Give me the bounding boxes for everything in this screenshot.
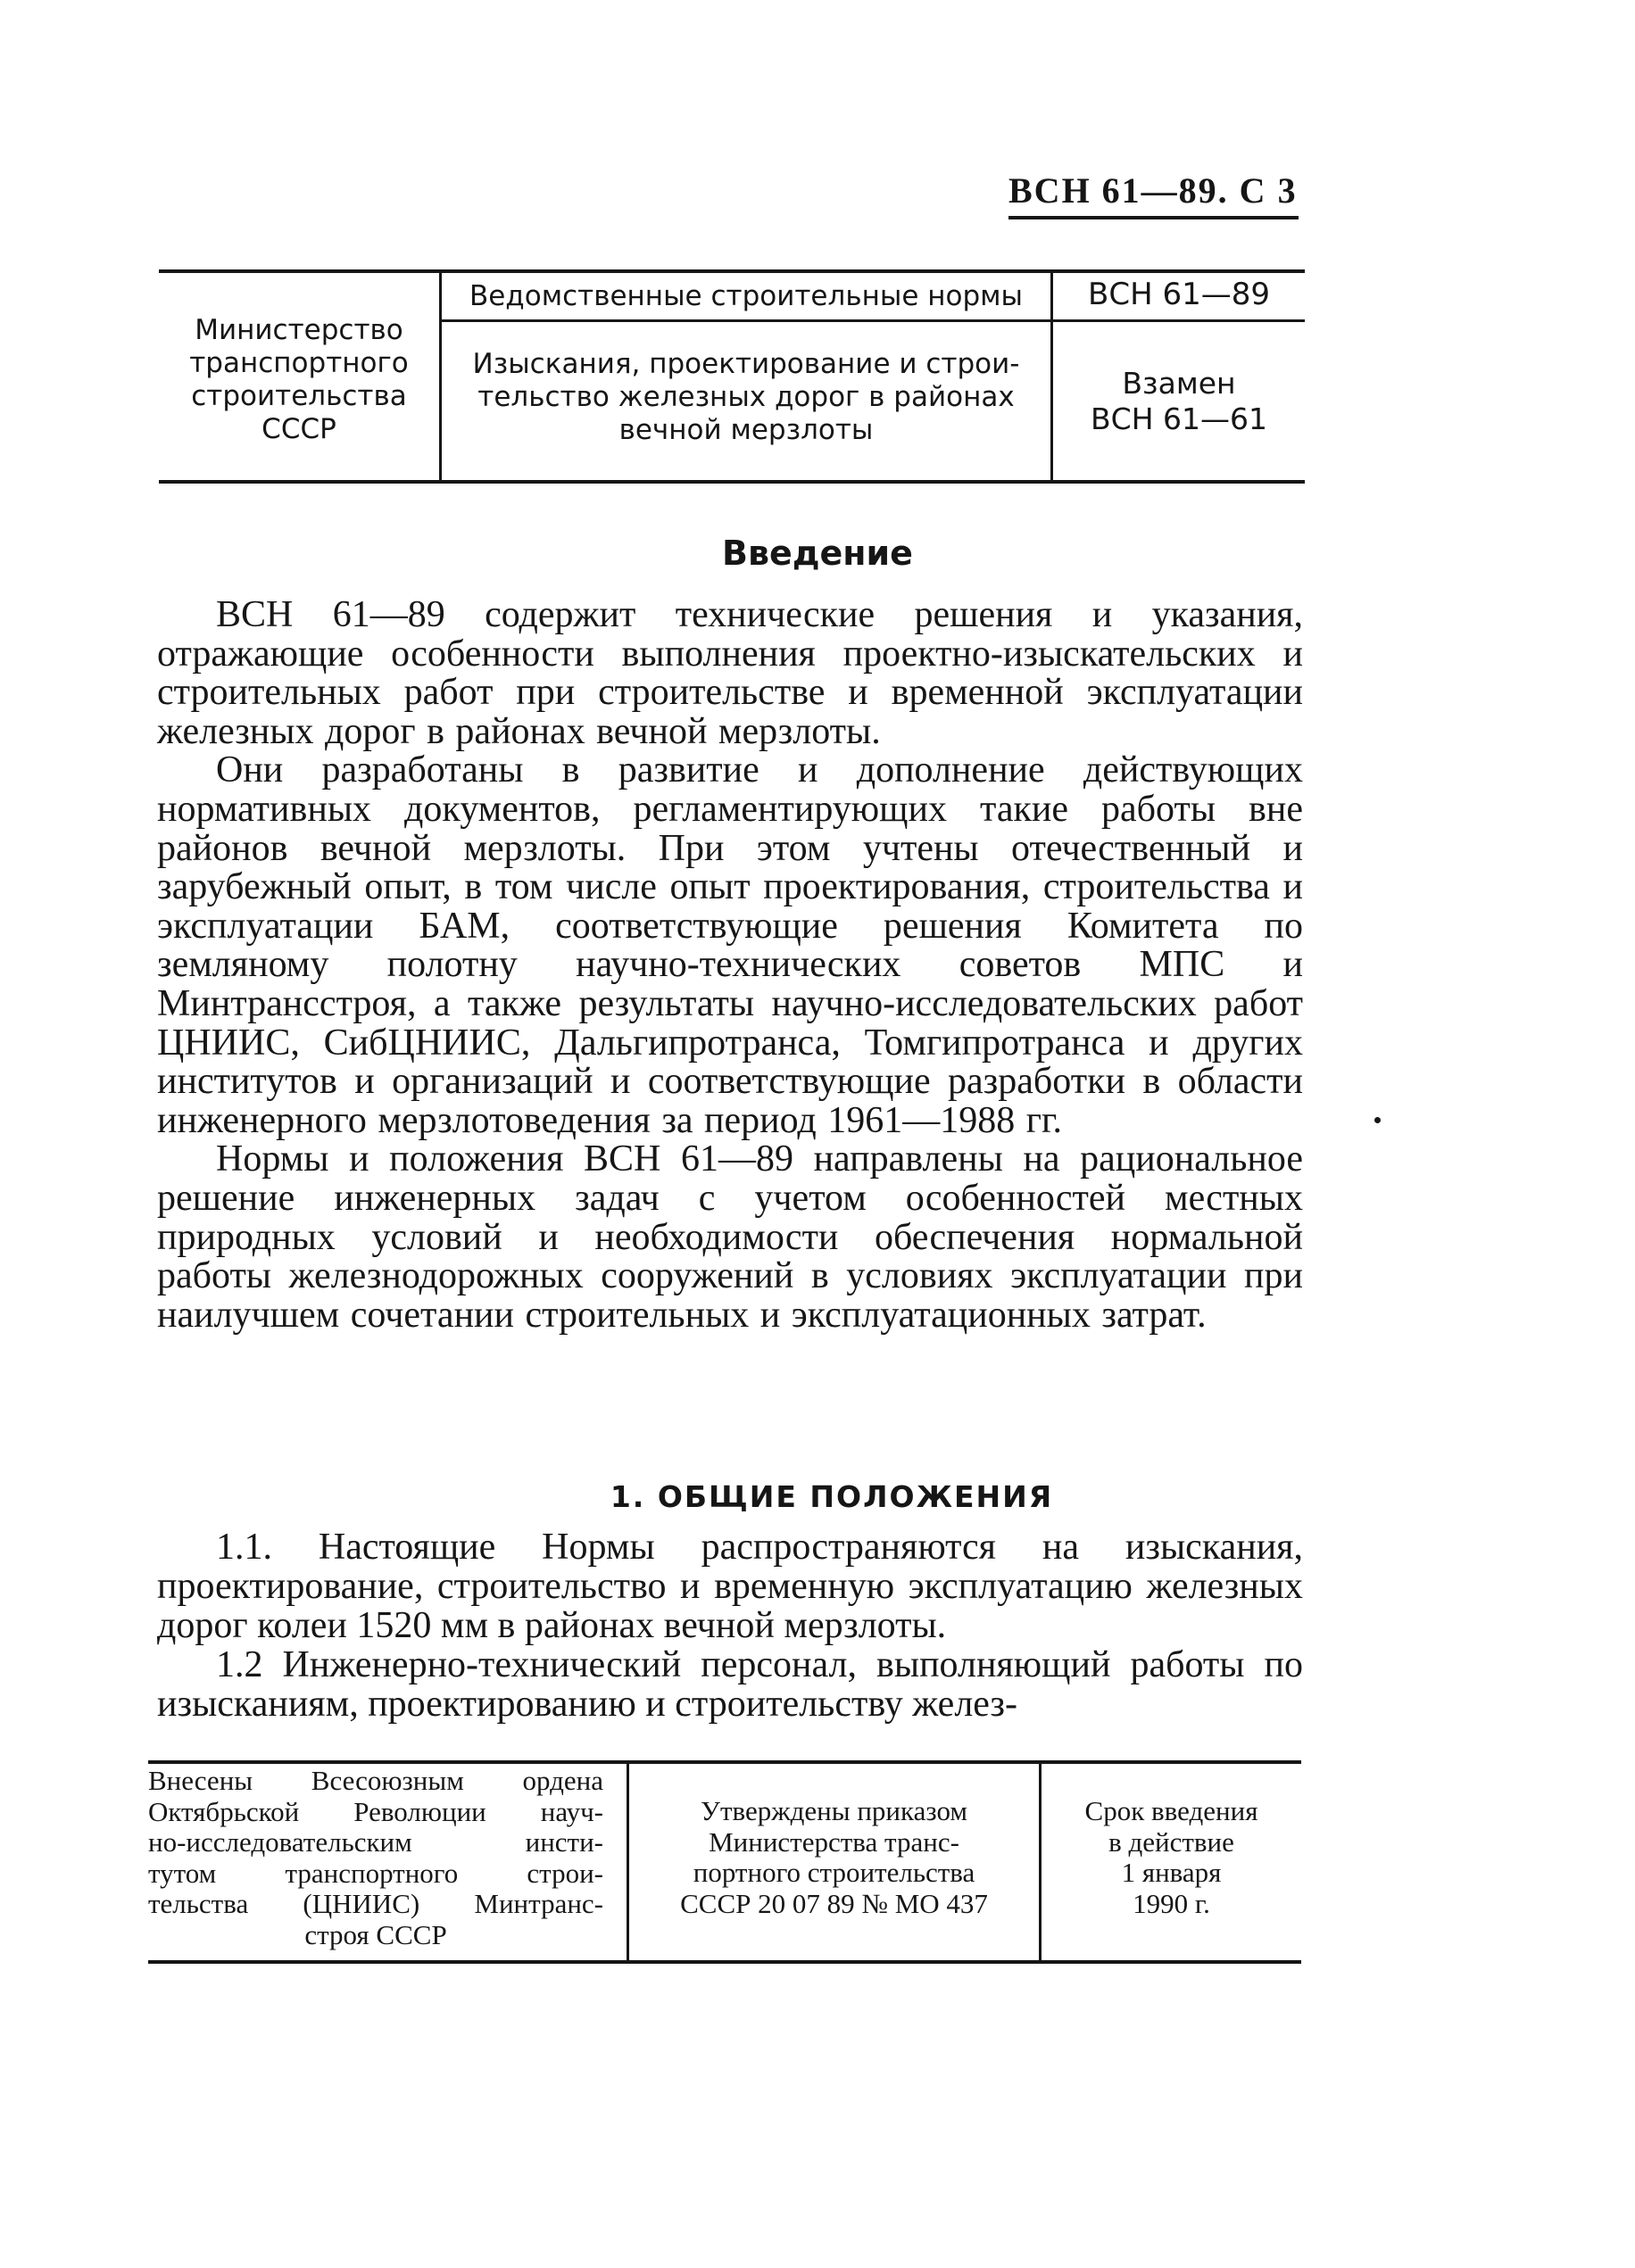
intro-heading: Введение (722, 534, 913, 573)
introduced-by-line: тутом транспортного строи- (148, 1857, 603, 1889)
effective-date-cell (1042, 1796, 1301, 1919)
code-text: ВСН 61—89 (1088, 277, 1270, 312)
section-1-paragraph-1: 1.1. Настоящие Нормы распространяются на изыскания, проектирование, строительство и временную эксплуатацию железных дорог колеи 1520 мм в районах вечной мерзлоты. (157, 1527, 1303, 1646)
effective-line: 1990 г. (1133, 1887, 1210, 1919)
scan-speck (1374, 1117, 1381, 1123)
intro-body (157, 596, 1303, 1335)
document-title-line: тельство железных дорог в районах (477, 381, 1015, 413)
introduced-by-cell (148, 1766, 603, 1950)
header-table (159, 269, 1305, 484)
introduced-by-line: тельства (ЦНИИС) Минтранс- (148, 1888, 603, 1919)
document-title-cell (442, 348, 1050, 447)
approved-by-cell (629, 1796, 1039, 1919)
introduced-by-line: но-исследовательским инсти- (148, 1826, 603, 1858)
intro-paragraph-2: Они разработаны в развитие и дополнение действующих нормативных документов, регламентирующих такие работы вне районов вечной мерзлоты. При этом учтены отечественный и зарубежный опыт, в том числе опыт проектирования, строительства и эксплуатации БАМ, соответствующие решения Комитета по земляному полотну научно-технических советов МПС и Минтрансстроя, а также результаты научно-исследовательских работ ЦНИИС, СибЦНИИС, Дальгипротранса, Томгипротранса и других институтов и организаций и соответствующие разработки в области инженерного мерзлотоведения за период 1961—1988 гг. (157, 749, 1303, 1141)
intro-paragraph-1: ВСН 61—89 содержит технические решения и указания, отражающие особенности выполнения проектно-изыскательских и строительных работ при строительстве и временной эксплуатации железных дорог в районах вечной мерзлоты. (157, 594, 1303, 752)
introduced-by-line: строя СССР (304, 1918, 447, 1950)
section-1-heading: 1. ОБЩИЕ ПОЛОЖЕНИЯ (610, 1479, 1054, 1514)
page-header-text: ВСН 61—89. С 3 (1008, 170, 1298, 211)
document-title-line: Изыскания, проектирование и строи- (472, 348, 1020, 380)
norm-type-text: Ведомственные строительные нормы (469, 280, 1024, 312)
ministry-line: Министерство (195, 314, 403, 346)
ministry-line: строительства (191, 380, 407, 412)
introduced-by-line: Внесены Всесоюзным ордена (148, 1765, 603, 1796)
page-header-rule (1008, 216, 1299, 219)
introduced-by-line: Октябрьской Революции науч- (148, 1795, 603, 1827)
ministry-line: СССР (261, 413, 336, 445)
approved-by-line: портного строительства (693, 1857, 975, 1888)
effective-line: Срок введения (1084, 1795, 1258, 1826)
code-cell (1053, 278, 1305, 311)
replaces-line: ВСН 61—61 (1091, 401, 1267, 436)
replaces-line: Взамен (1122, 366, 1236, 401)
document-title-line: вечной мерзлоты (618, 414, 874, 446)
ministry-cell (159, 314, 439, 446)
effective-line: 1 января (1121, 1857, 1222, 1888)
footer-table (148, 1760, 1301, 1964)
header-row-divider (439, 319, 1305, 322)
section-1-body (157, 1527, 1303, 1724)
ministry-line: транспортного (189, 347, 409, 379)
replaces-cell (1053, 366, 1305, 437)
effective-line: в действие (1108, 1825, 1234, 1858)
page-header (1008, 170, 1303, 211)
intro-paragraph-3: Нормы и положения ВСН 61—89 направлены на рациональное решение инженерных задач с учетом особенностей местных природных условий и необходимости обеспечения нормальной работы железнодорожных сооружений в условиях эксплуатации при наилучшем сочетании строительных и эксплуатационных затрат. (157, 1138, 1303, 1336)
approved-by-line: Министерства транс- (709, 1825, 959, 1858)
approved-by-line: СССР 20 07 89 № МО 437 (680, 1887, 988, 1919)
approved-by-line: Утверждены приказом (701, 1795, 967, 1826)
norm-type-cell (442, 280, 1050, 313)
section-1-paragraph-2: 1.2 Инженерно-технический персонал, выполняющий работы по изысканиям, проектированию и строительству желез- (157, 1644, 1303, 1725)
